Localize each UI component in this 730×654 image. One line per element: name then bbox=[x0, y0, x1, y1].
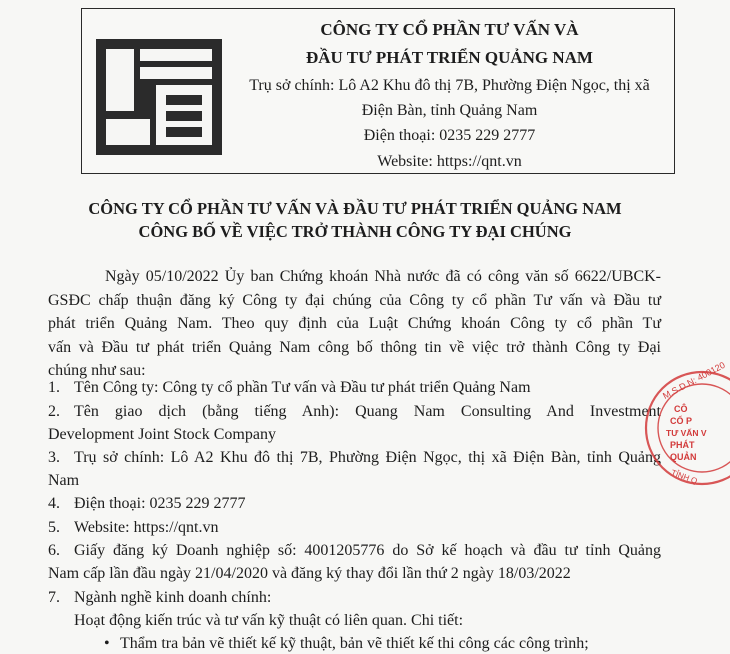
letterhead-phone: Điện thoại: 0235 229 2777 bbox=[363, 127, 536, 144]
list-number-2: 2. bbox=[48, 403, 60, 420]
list-number-1: 1. bbox=[48, 379, 60, 396]
intro-line4: vấn và Đầu tư phát triển Quảng Nam công bố thông tin về việc trở thành Công ty Đại bbox=[48, 339, 661, 356]
item-phone: Điện thoại: 0235 229 2777 bbox=[74, 495, 246, 512]
intro-line5: chúng như sau: bbox=[48, 362, 146, 379]
item-registration-line2: Nam cấp lần đầu ngày 21/04/2020 và đăng ký thay đổi lần thứ 2 ngày 18/03/2022 bbox=[48, 565, 571, 582]
list-number-5: 5. bbox=[48, 519, 60, 536]
item-website: Website: https://qnt.vn bbox=[74, 519, 219, 536]
item-business-lines-detail: Hoạt động kiến trúc và tư vấn kỹ thuật có liên quan. Chi tiết: bbox=[74, 612, 464, 629]
list-number-3: 3. bbox=[48, 449, 60, 466]
letterhead-box bbox=[81, 8, 675, 174]
bullet-icon: • bbox=[104, 635, 110, 652]
letterhead-website: Website: https://qnt.vn bbox=[377, 153, 522, 170]
letterhead-company-name-line1: CÔNG TY CỔ PHẦN TƯ VẤN VÀ bbox=[320, 20, 579, 39]
letterhead-address-line2: Điện Bàn, tỉnh Quảng Nam bbox=[361, 102, 538, 119]
item-head-office-line2: Nam bbox=[48, 472, 80, 489]
item-english-name-line1: Tên giao dịch (bằng tiếng Anh): Quang Nam Consulting And Investment bbox=[74, 403, 661, 420]
svg-text:PHÁT: PHÁT bbox=[670, 440, 695, 450]
svg-text:M.S.D.N: 400120: M.S.D.N: 400120 bbox=[661, 359, 727, 402]
company-seal-stamp bbox=[640, 359, 730, 488]
item-business-bullet: Thẩm tra bản vẽ thiết kế kỹ thuật, bản vẽ thiết kế thi công các công trình; bbox=[120, 635, 589, 652]
item-registration-line1: Giấy đăng ký Doanh nghiệp số: 4001205776 do Sở kế hoạch và đầu tư tỉnh Quảng bbox=[74, 542, 661, 559]
list-number-4: 4. bbox=[48, 495, 60, 512]
item-head-office-line1: Trụ sở chính: Lô A2 Khu đô thị 7B, Phường Điện Ngọc, thị xã Điện Bàn, tỉnh Quảng bbox=[74, 449, 661, 466]
svg-text:CỔ P: CỔ P bbox=[670, 416, 693, 426]
letterhead-address-line1: Trụ sở chính: Lô A2 Khu đô thị 7B, Phường Điện Ngọc, thị xã bbox=[249, 77, 650, 94]
item-business-lines: Ngành nghề kinh doanh chính: bbox=[74, 589, 272, 606]
intro-line2: GSĐC chấp thuận đăng ký Công ty đại chúng của Công ty cổ phần Tư vấn và Đầu tư bbox=[48, 292, 661, 309]
svg-text:TƯ VẤN V: TƯ VẤN V bbox=[666, 428, 707, 438]
list-number-6: 6. bbox=[48, 542, 60, 559]
item-english-name-line2: Development Joint Stock Company bbox=[48, 426, 276, 443]
item-company-name: Tên Công ty: Công ty cổ phần Tư vấn và Đầu tư phát triển Quảng Nam bbox=[74, 379, 531, 396]
letterhead-company-name-line2: ĐẦU TƯ PHÁT TRIỂN QUẢNG NAM bbox=[306, 48, 593, 67]
svg-text:TỈNH Q: TỈNH Q bbox=[669, 468, 699, 486]
intro-line3: phát triển Quảng Nam. Theo quy định của Luật Chứng khoán Công ty cổ phần Tư bbox=[48, 315, 661, 332]
intro-line1: Ngày 05/10/2022 Ủy ban Chứng khoán Nhà nước đã có công văn số 6622/UBCK- bbox=[105, 268, 661, 285]
document-title-line2: CÔNG BỐ VỀ VIỆC TRỞ THÀNH CÔNG TY ĐẠI CHÚNG bbox=[138, 222, 572, 241]
list-number-7: 7. bbox=[48, 589, 60, 606]
company-logo bbox=[96, 39, 222, 155]
document-title-line1: CÔNG TY CỔ PHẦN TƯ VẤN VÀ ĐẦU TƯ PHÁT TRIỂN QUẢNG NAM bbox=[88, 199, 622, 218]
svg-text:QUẢN: QUẢN bbox=[670, 452, 697, 462]
svg-text:CÔ: CÔ bbox=[674, 404, 688, 414]
